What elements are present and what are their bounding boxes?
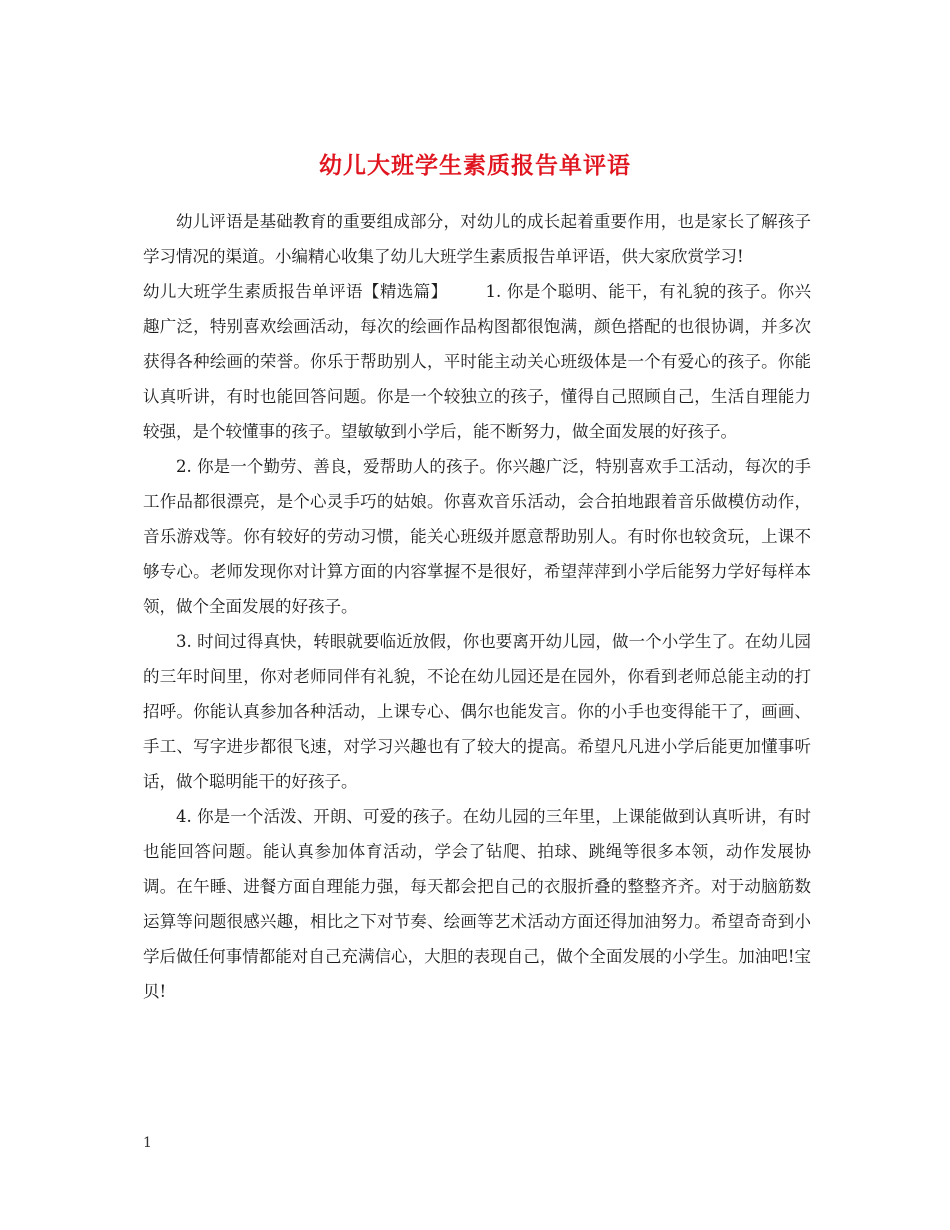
document-body	[143, 204, 811, 1009]
section-heading: 幼儿大班学生素质报告单评语【精选篇】	[143, 282, 448, 301]
comment-item-3: 3. 时间过得真快，转眼就要临近放假，你也要离开幼儿园，做一个小学生了。在幼儿园的三年时间里，你对老师同伴有礼貌，不论在幼儿园还是在园外，你看到老师总能主动的打招呼。你能认真参加各种活动，上课专心、偶尔也能发言。你的小手也变得能干了，画画、手工、写字进步都很飞速，对学习兴趣也有了较大的提高。希望凡凡进小学后能更加懂事听话，做个聪明能干的好孩子。	[143, 632, 811, 791]
comment-item-4: 4. 你是一个活泼、开朗、可爱的孩子。在幼儿园的三年里，上课能做到认真听讲，有时也能回答问题。能认真参加体育活动，学会了钻爬、拍球、跳绳等很多本领，动作发展协调。在午睡、进餐方面自理能力强，每天都会把自己的衣服折叠的整整齐齐。对于动脑筋数运算等问题很感兴趣，相比之下对节奏、绘画等艺术活动方面还得加油努力。希望奇奇到小学后做任何事情都能对自己充满信心，大胆的表现自己，做个全面发展的小学生。加油吧!宝贝!	[143, 807, 811, 1001]
page-number: 1	[143, 1135, 152, 1151]
document-title: 幼儿大班学生素质报告单评语	[319, 152, 631, 180]
comment-item-2: 2. 你是一个勤劳、善良，爱帮助人的孩子。你兴趣广泛，特别喜欢手工活动，每次的手工作品都很漂亮，是个心灵手巧的姑娘。你喜欢音乐活动，会合拍地跟着音乐做模仿动作，音乐游戏等。你有较好的劳动习惯，能关心班级并愿意帮助别人。有时你也较贪玩，上课不够专心。老师发现你对计算方面的内容掌握不是很好，希望萍萍到小学后能努力学好每样本领，做个全面发展的好孩子。	[143, 457, 811, 616]
intro-paragraph: 幼儿评语是基础教育的重要组成部分，对幼儿的成长起着重要作用，也是家长了解孩子学习情况的渠道。小编精心收集了幼儿大班学生素质报告单评语，供大家欣赏学习!	[143, 212, 811, 266]
section-paragraph	[143, 274, 811, 449]
comment-item-1: 1. 你是个聪明、能干，有礼貌的孩子。你兴趣广泛，特别喜欢绘画活动，每次的绘画作品构图都很饱满，颜色搭配的也很协调，并多次获得各种绘画的荣誉。你乐于帮助别人，平时能主动关心班级体是一个有爱心的孩子。你能认真听讲，有时也能回答问题。你是一个较独立的孩子，懂得自己照顾自己，生活自理能力较强，是个较懂事的孩子。望敏敏到小学后，能不断努力，做全面发展的好孩子。	[143, 282, 811, 441]
